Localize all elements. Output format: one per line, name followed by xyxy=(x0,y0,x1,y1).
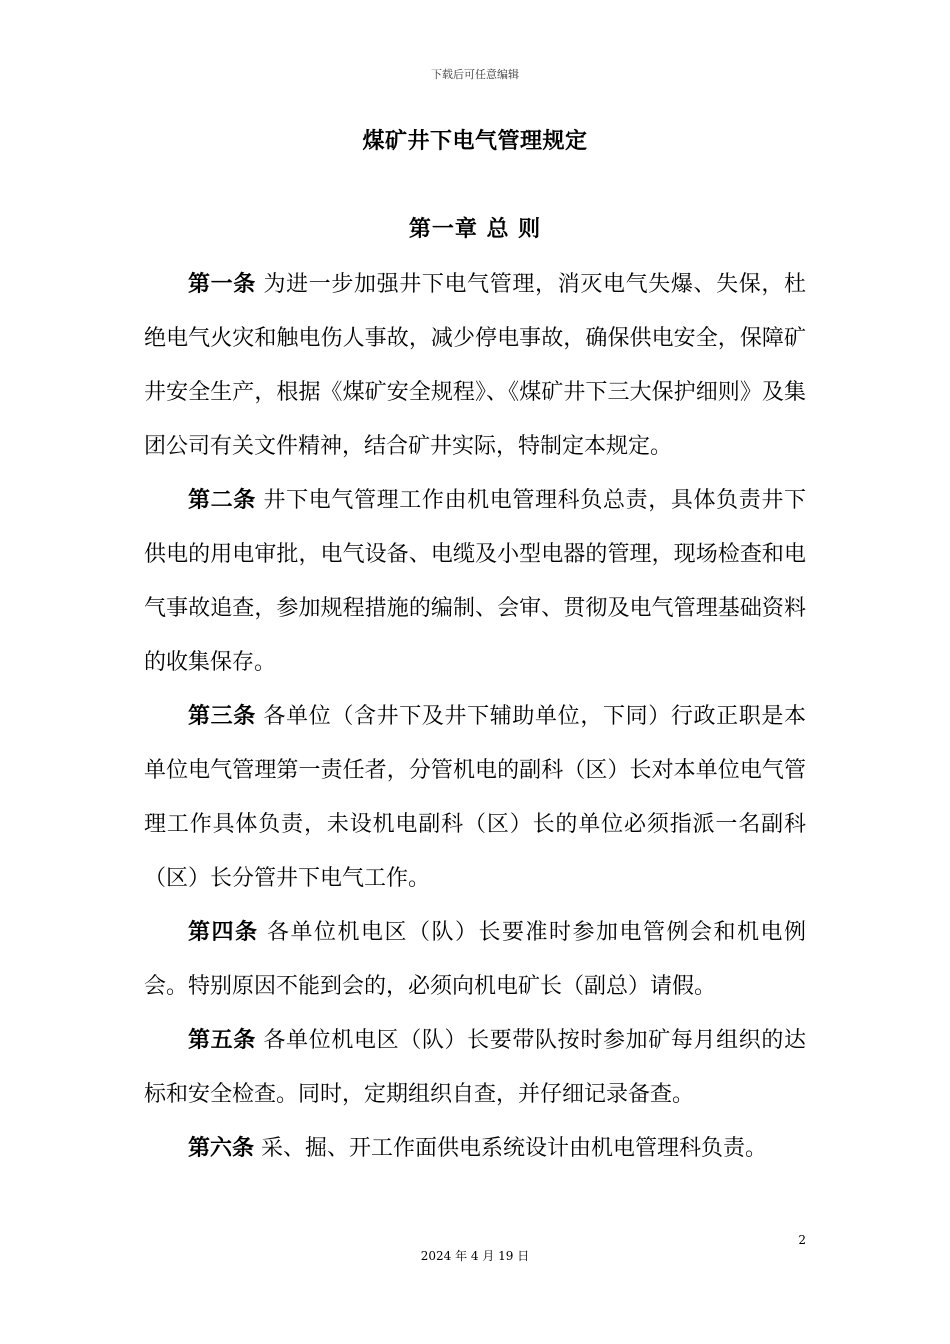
article-text: 各单位机电区（队）长要准时参加电管例会和机电例会。特别原因不能到会的，必须向机电矿长（副总）请假。 xyxy=(144,920,806,999)
article-text: 为进一步加强井下电气管理，消灭电气失爆、失保，杜绝电气火灾和触电伤人事故，减少停电事故，确保供电安全，保障矿井安全生产，根据《煤矿安全规程》、《煤矿井下三大保护细则》及集团公司有关文件精神，结合矿井实际，特制定本规定。 xyxy=(144,272,806,459)
article-label: 第一条 xyxy=(188,272,256,297)
article-2 xyxy=(144,474,806,690)
article-6 xyxy=(144,1122,806,1176)
article-text: 各单位机电区（队）长要带队按时参加矿每月组织的达标和安全检查。同时，定期组织自查，并仔细记录备查。 xyxy=(144,1028,806,1107)
chapter-title: 第一章 总 则 xyxy=(408,217,542,242)
article-text: 各单位（含井下及井下辅助单位，下同）行政正职是本单位电气管理第一责任者，分管机电的副科（区）长对本单位电气管理工作具体负责，未设机电副科（区）长的单位必须指派一名副科（区）长分管井下电气工作。 xyxy=(144,704,806,891)
article-text: 采、掘、开工作面供电系统设计由机电管理科负责。 xyxy=(261,1136,768,1161)
document-title: 煤矿井下电气管理规定 xyxy=(362,129,588,154)
article-3 xyxy=(144,690,806,906)
article-label: 第四条 xyxy=(188,920,259,945)
article-label: 第二条 xyxy=(188,488,256,513)
article-4 xyxy=(144,906,806,1014)
article-label: 第六条 xyxy=(188,1136,255,1161)
document-body xyxy=(144,258,806,1176)
article-label: 第五条 xyxy=(188,1028,256,1053)
article-text: 井下电气管理工作由机电管理科负总责，具体负责井下供电的用电审批，电气设备、电缆及小型电器的管理，现场检查和电气事故追查，参加规程措施的编制、会审、贯彻及电气管理基础资料的收集保存。 xyxy=(144,488,806,675)
page-number: 2 xyxy=(798,1233,806,1247)
article-5 xyxy=(144,1014,806,1122)
article-label: 第三条 xyxy=(188,704,256,729)
article-1 xyxy=(144,258,806,474)
header-note: 下载后可任意编辑 xyxy=(431,68,519,81)
footer-date: 2024 年 4 月 19 日 xyxy=(420,1249,530,1263)
